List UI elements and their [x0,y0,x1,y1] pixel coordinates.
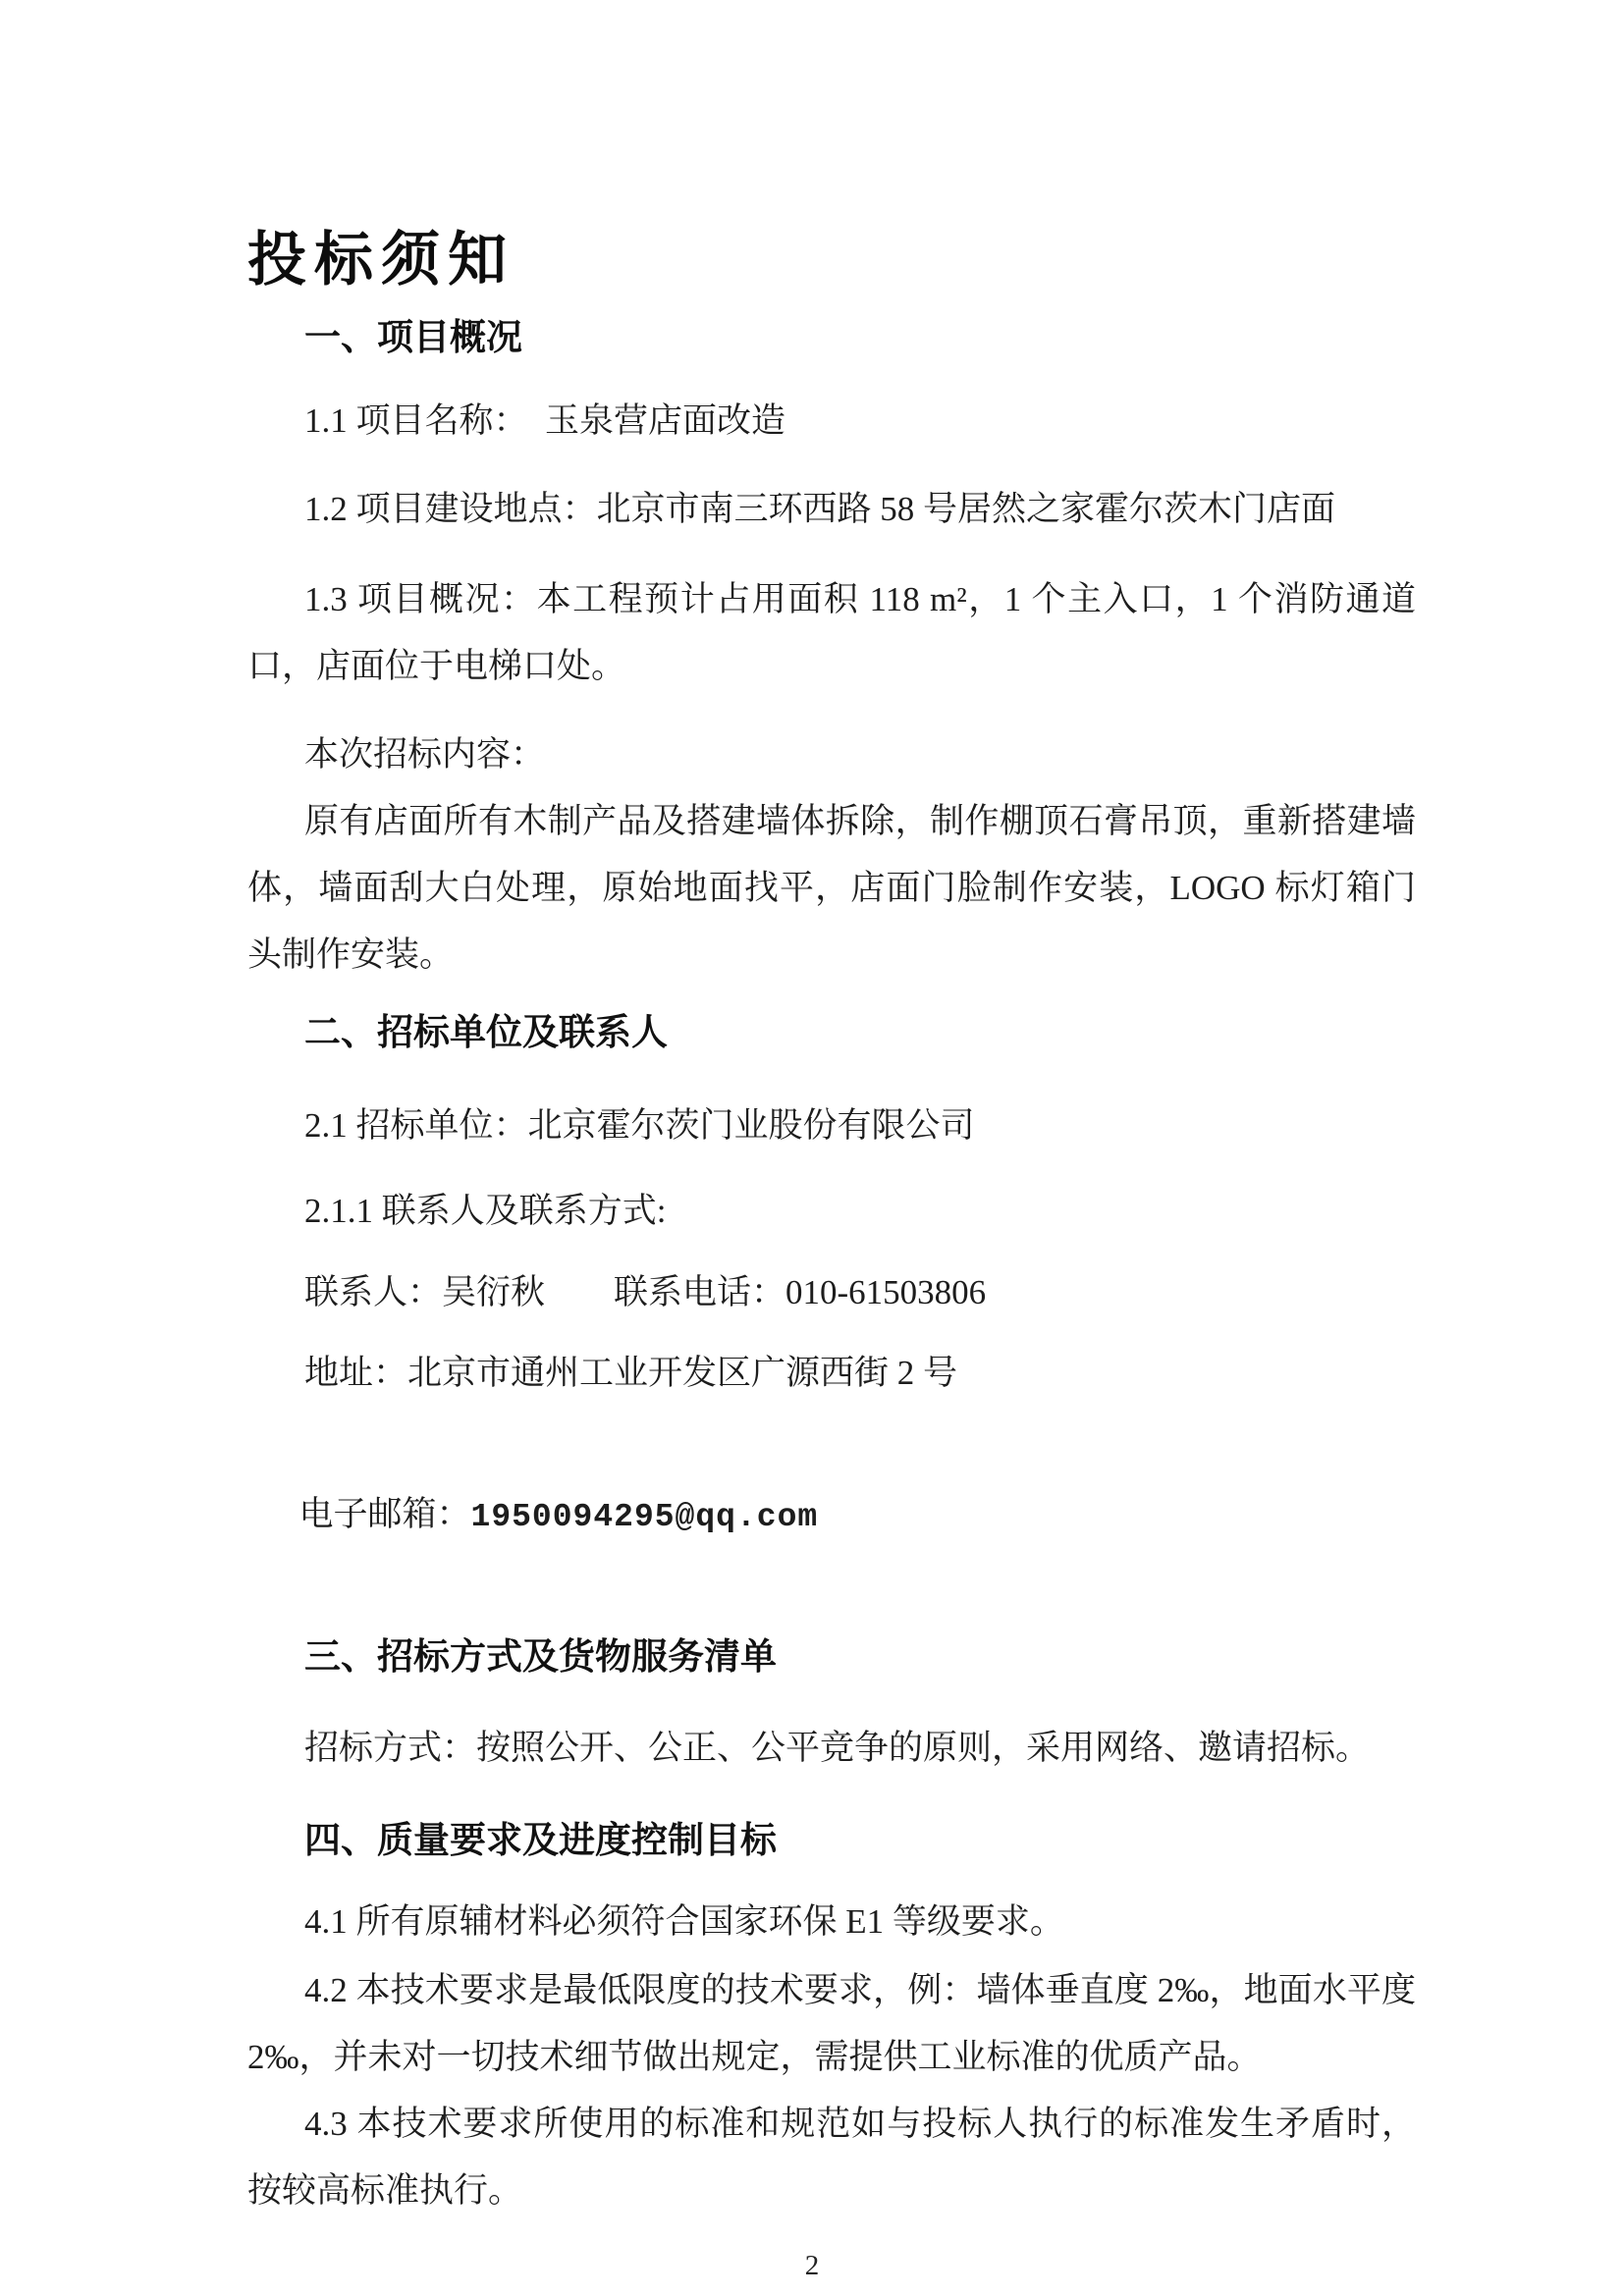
para-item-4-2-technical-requirements: 4.2 本技术要求是最低限度的技术要求，例：墙体垂直度 2‰，地面水平度 2‰，并未对一切技术细节做出规定，需提供工业标准的优质产品。 [247,1971,1425,2076]
heading-section-3-tender-method: 三、招标方式及货物服务清单 [304,1637,777,1678]
para-contact-name-phone: 联系人：吴衍秋 联系电话：010-61503806 [304,1273,987,1311]
email-value: 1950094295@qq.com [470,1499,819,1535]
para-item-1-2-project-location: 1.2 项目建设地点：北京市南三环西路 58 号居然之家霍尔茨木门店面 [304,490,1336,528]
para-item-2-1-1-contact-method: 2.1.1 联系人及联系方式: [304,1192,667,1230]
heading-section-4-quality-requirements: 四、质量要求及进度控制目标 [304,1821,777,1861]
para-item-1-3-project-summary: 1.3 项目概况：本工程预计占用面积 118 m²，1 个主入口，1 个消防通道口，店面位于电梯口处。 [247,580,1416,685]
doc-title: 投标须知 [247,227,514,293]
heading-section-1-project-overview: 一、项目概况 [304,318,522,358]
para-item-2-1-tenderer: 2.1 招标单位：北京霍尔茨门业股份有限公司 [304,1106,975,1145]
document-content [0,226,1624,2224]
para-email [247,1415,1416,1618]
para-tender-method: 招标方式：按照公开、公正、公平竞争的原则，采用网络、邀请招标。 [304,1729,1371,1767]
para-item-4-3-standards-conflict: 4.3 本技术要求所使用的标准和规范如与投标人执行的标准发生矛盾时，按较高标准执行。 [247,2105,1416,2210]
page-number: 2 [804,2250,820,2281]
email-label: 电子邮箱： [298,1495,471,1533]
para-address: 地址：北京市通州工业开发区广源西街 2 号 [304,1354,958,1392]
para-item-1-1-project-name: 1.1 项目名称： 玉泉营店面改造 [304,401,786,440]
para-item-4-1-materials: 4.1 所有原辅材料必须符合国家环保 E1 等级要求。 [304,1902,1064,1941]
heading-section-2-tenderer-contact: 二、招标单位及联系人 [304,1013,668,1053]
para-tender-scope: 原有店面所有木制产品及搭建墙体拆除，制作棚顶石膏吊顶，重新搭建墙体，墙面刮大白处理，原始地面找平，店面门脸制作安装，LOGO 标灯箱门头制作安装。 [247,802,1416,974]
para-tender-scope-label: 本次招标内容： [304,735,546,774]
